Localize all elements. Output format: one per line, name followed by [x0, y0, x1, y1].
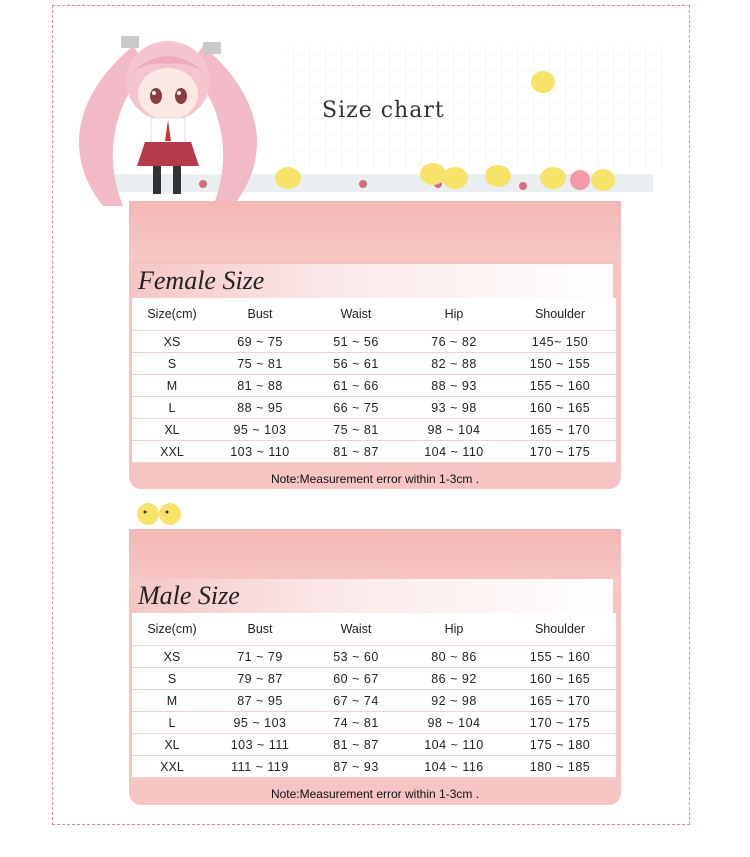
shoulder-cell: 145~ 150: [504, 331, 616, 353]
female-size-table: [132, 298, 616, 463]
column-header: Hip: [404, 613, 504, 646]
size-cell: XL: [132, 734, 212, 756]
size-cell: S: [132, 668, 212, 690]
bust-cell: 103 ~ 111: [212, 734, 308, 756]
bust-cell: 79 ~ 87: [212, 668, 308, 690]
measurement-note: Note:Measurement error within 1-3cm .: [270, 787, 480, 801]
column-header: Waist: [308, 613, 404, 646]
column-header: Shoulder: [504, 613, 616, 646]
table-row: [132, 734, 616, 756]
shoulder-cell: 180 ~ 185: [504, 756, 616, 778]
shoulder-cell: 170 ~ 175: [504, 712, 616, 734]
waist-cell: 81 ~ 87: [308, 734, 404, 756]
shoulder-cell: 155 ~ 160: [504, 375, 616, 397]
bust-cell: 69 ~ 75: [212, 331, 308, 353]
table-row: [132, 375, 616, 397]
waist-cell: 74 ~ 81: [308, 712, 404, 734]
waist-cell: 75 ~ 81: [308, 419, 404, 441]
table-row: [132, 712, 616, 734]
column-header: Waist: [308, 298, 404, 331]
waist-cell: 81 ~ 87: [308, 441, 404, 463]
female-size-title: Female Size: [138, 266, 265, 295]
table-row: [132, 756, 616, 778]
table-row: [132, 646, 616, 668]
shoulder-cell: 160 ~ 165: [504, 668, 616, 690]
column-header: Hip: [404, 298, 504, 331]
hip-cell: 82 ~ 88: [404, 353, 504, 375]
chick-icon: [136, 498, 186, 528]
size-cell: S: [132, 353, 212, 375]
bust-cell: 88 ~ 95: [212, 397, 308, 419]
table-row: [132, 419, 616, 441]
waist-cell: 51 ~ 56: [308, 331, 404, 353]
shoulder-cell: 155 ~ 160: [504, 646, 616, 668]
banner-title: Size chart: [322, 98, 445, 123]
column-header: Bust: [212, 298, 308, 331]
size-cell: M: [132, 375, 212, 397]
size-cell: L: [132, 712, 212, 734]
table-row: [132, 668, 616, 690]
size-cell: L: [132, 397, 212, 419]
bust-cell: 111 ~ 119: [212, 756, 308, 778]
size-cell: XS: [132, 331, 212, 353]
male-size-heading: [135, 579, 613, 613]
waist-cell: 61 ~ 66: [308, 375, 404, 397]
male-size-panel: [129, 529, 621, 805]
waist-cell: 56 ~ 61: [308, 353, 404, 375]
shoulder-cell: 165 ~ 170: [504, 690, 616, 712]
table-row: [132, 441, 616, 463]
shoulder-cell: 170 ~ 175: [504, 441, 616, 463]
female-size-heading: [135, 264, 613, 298]
size-cell: XS: [132, 646, 212, 668]
column-header: Size(cm): [132, 298, 212, 331]
male-size-table: [132, 613, 616, 778]
male-size-title: Male Size: [138, 581, 240, 610]
measurement-note: Note:Measurement error within 1-3cm .: [270, 472, 480, 486]
column-header: Size(cm): [132, 613, 212, 646]
bust-cell: 95 ~ 103: [212, 712, 308, 734]
shoulder-cell: 150 ~ 155: [504, 353, 616, 375]
waist-cell: 87 ~ 93: [308, 756, 404, 778]
waist-cell: 66 ~ 75: [308, 397, 404, 419]
bust-cell: 81 ~ 88: [212, 375, 308, 397]
hip-cell: 98 ~ 104: [404, 419, 504, 441]
shoulder-cell: 165 ~ 170: [504, 419, 616, 441]
hip-cell: 88 ~ 93: [404, 375, 504, 397]
bust-cell: 103 ~ 110: [212, 441, 308, 463]
hip-cell: 76 ~ 82: [404, 331, 504, 353]
size-cell: XXL: [132, 756, 212, 778]
table-row: [132, 353, 616, 375]
hip-cell: 104 ~ 116: [404, 756, 504, 778]
female-size-panel: [129, 201, 621, 489]
size-cell: M: [132, 690, 212, 712]
hip-cell: 93 ~ 98: [404, 397, 504, 419]
shoulder-cell: 175 ~ 180: [504, 734, 616, 756]
shoulder-cell: 160 ~ 165: [504, 397, 616, 419]
column-header: Shoulder: [504, 298, 616, 331]
hip-cell: 104 ~ 110: [404, 734, 504, 756]
table-row: [132, 690, 616, 712]
hip-cell: 98 ~ 104: [404, 712, 504, 734]
hip-cell: 86 ~ 92: [404, 668, 504, 690]
table-header-row: [132, 613, 616, 646]
size-cell: XXL: [132, 441, 212, 463]
size-cell: XL: [132, 419, 212, 441]
hip-cell: 104 ~ 110: [404, 441, 504, 463]
hip-cell: 92 ~ 98: [404, 690, 504, 712]
table-row: [132, 331, 616, 353]
table-row: [132, 397, 616, 419]
table-header-row: [132, 298, 616, 331]
bust-cell: 87 ~ 95: [212, 690, 308, 712]
waist-cell: 67 ~ 74: [308, 690, 404, 712]
bust-cell: 95 ~ 103: [212, 419, 308, 441]
hip-cell: 80 ~ 86: [404, 646, 504, 668]
waist-cell: 53 ~ 60: [308, 646, 404, 668]
bust-cell: 75 ~ 81: [212, 353, 308, 375]
column-header: Bust: [212, 613, 308, 646]
waist-cell: 60 ~ 67: [308, 668, 404, 690]
bust-cell: 71 ~ 79: [212, 646, 308, 668]
